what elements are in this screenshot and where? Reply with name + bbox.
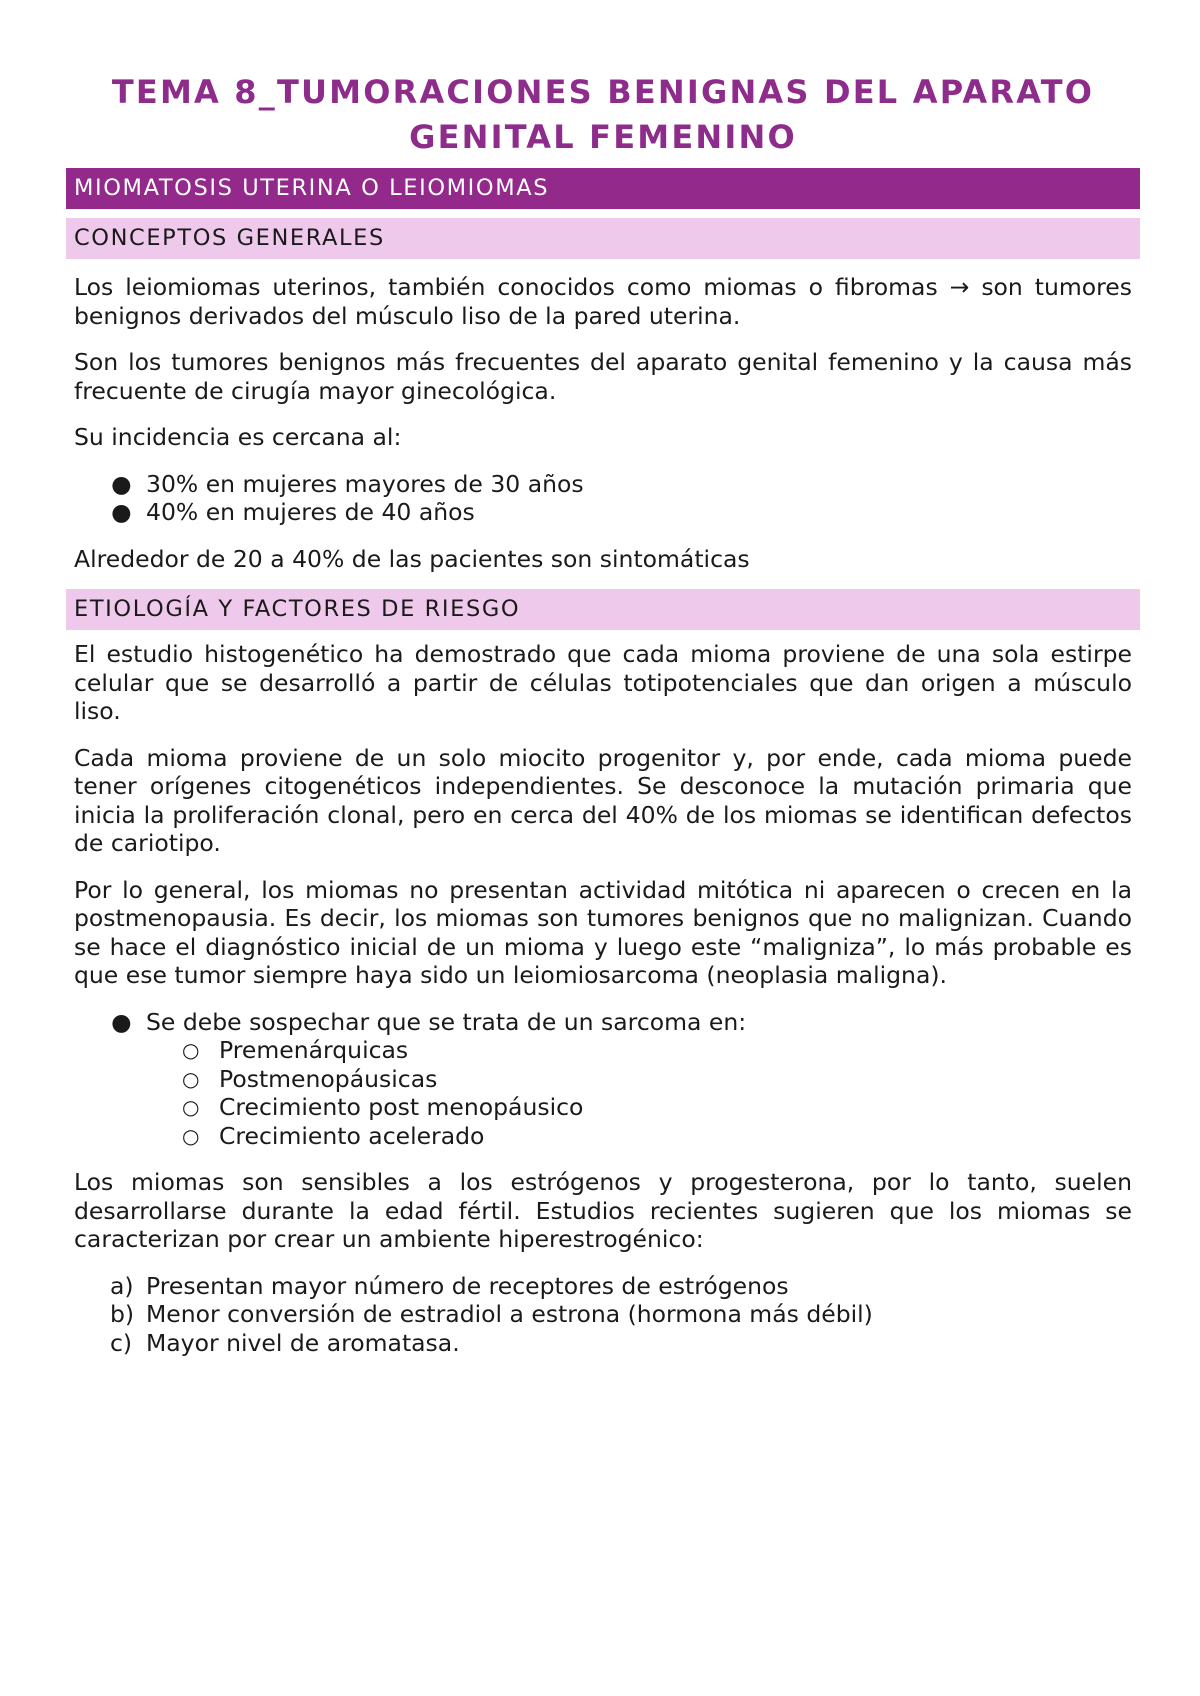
list-item: ● Se debe sospechar que se trata de un sarcoma en: — [111, 1007, 747, 1036]
sub-list-item: ○ Crecimiento acelerado — [182, 1121, 485, 1150]
subsection-heading-conceptos: CONCEPTOS GENERALES — [66, 218, 1140, 259]
paragraph-mitotic: Por lo general, los miomas no presentan actividad mitótica ni aparecen o crecen en la postmenopausia. Es decir, los miomas son tumores benignos que no malignizan. Cuando se hace el diagnóstico inicial de un mioma y luego este “maligniza”, lo más probable es que ese tumor siempre haya sido un leiomiosarcoma (neoplasia maligna). — [74, 875, 1132, 989]
circle-bullet-icon: ○ — [182, 1066, 200, 1091]
circle-bullet-icon: ○ — [182, 1095, 200, 1119]
sub-list-item: ○ Premenárquicas — [182, 1036, 409, 1064]
arrow-right-icon: → — [949, 273, 970, 301]
sub-list-item: ○ Crecimiento post menopáusico — [182, 1093, 584, 1121]
paragraph-progenitor: Cada mioma proviene de un solo miocito progenitor y, por ende, cada mioma puede tener orígenes citogenéticos independientes. Se desconoce la mutación primaria que inicia la proliferación clonal, pero en cerca del 40% de los miomas se identifican defectos de cariotipo. — [74, 743, 1132, 857]
paragraph-definition-end: son tumores benignos derivados del músculo liso de la pared uterina. — [74, 273, 1132, 330]
circle-bullet-icon: ○ — [182, 1038, 200, 1062]
section-heading-miomatosis: MIOMATOSIS UTERINA O LEIOMIOMAS — [66, 168, 1140, 209]
sarcoma-list — [66, 1008, 1140, 1151]
paragraph-incidence: Su incidencia es cercana al: — [74, 423, 402, 451]
paragraph-frequency: Son los tumores benignos más frecuentes del aparato genital femenino y la causa más frecuente de cirugía mayor ginecológica. — [74, 348, 1132, 405]
circle-bullet-icon: ○ — [182, 1123, 200, 1148]
list-item: a) Presentan mayor número de receptores de estrógenos — [110, 1271, 789, 1300]
list-item: ● 40% en mujeres de 40 años — [111, 498, 475, 526]
lettered-list — [66, 1272, 1140, 1358]
title-line-2: GENITAL FEMENINO — [409, 118, 797, 156]
bullet-icon: ● — [111, 1007, 132, 1036]
paragraph-symptomatic: Alrededor de 20 a 40% de las pacientes son sintomáticas — [74, 544, 750, 573]
bullet-icon: ● — [111, 498, 132, 526]
paragraph-histogenetic: El estudio histogenético ha demostrado que cada mioma proviene de una sola estirpe celular que se desarrolló a partir de células totipotenciales que dan origen a músculo liso. — [74, 640, 1132, 725]
incidence-list — [66, 470, 1140, 527]
list-item: b) Menor conversión de estradiol a estrona (hormona más débil) — [110, 1300, 873, 1328]
paragraph-definition-start: Los leiomiomas uterinos, también conocidos como miomas o fibromas — [74, 273, 938, 301]
paragraph-definition — [66, 273, 1140, 330]
sub-list-item: ○ Postmenopáusicas — [182, 1064, 438, 1093]
document-title — [66, 70, 1140, 160]
title-line-1: TEMA 8_TUMORACIONES BENIGNAS DEL APARATO — [111, 73, 1095, 111]
list-item: c) Mayor nivel de aromatasa. — [110, 1328, 460, 1357]
bullet-icon: ● — [111, 469, 132, 498]
document-content — [66, 168, 1140, 1357]
paragraph-hormones: Los miomas son sensibles a los estrógenos y progesterona, por lo tanto, suelen desarrollarse durante la edad fértil. Estudios recientes sugieren que los miomas se caracterizan por crear un ambiente hiperestrogénico: — [74, 1168, 1132, 1253]
subsection-heading-etiologia: ETIOLOGÍA Y FACTORES DE RIESGO — [66, 589, 1140, 630]
list-item: ● 30% en mujeres mayores de 30 años — [111, 469, 584, 498]
